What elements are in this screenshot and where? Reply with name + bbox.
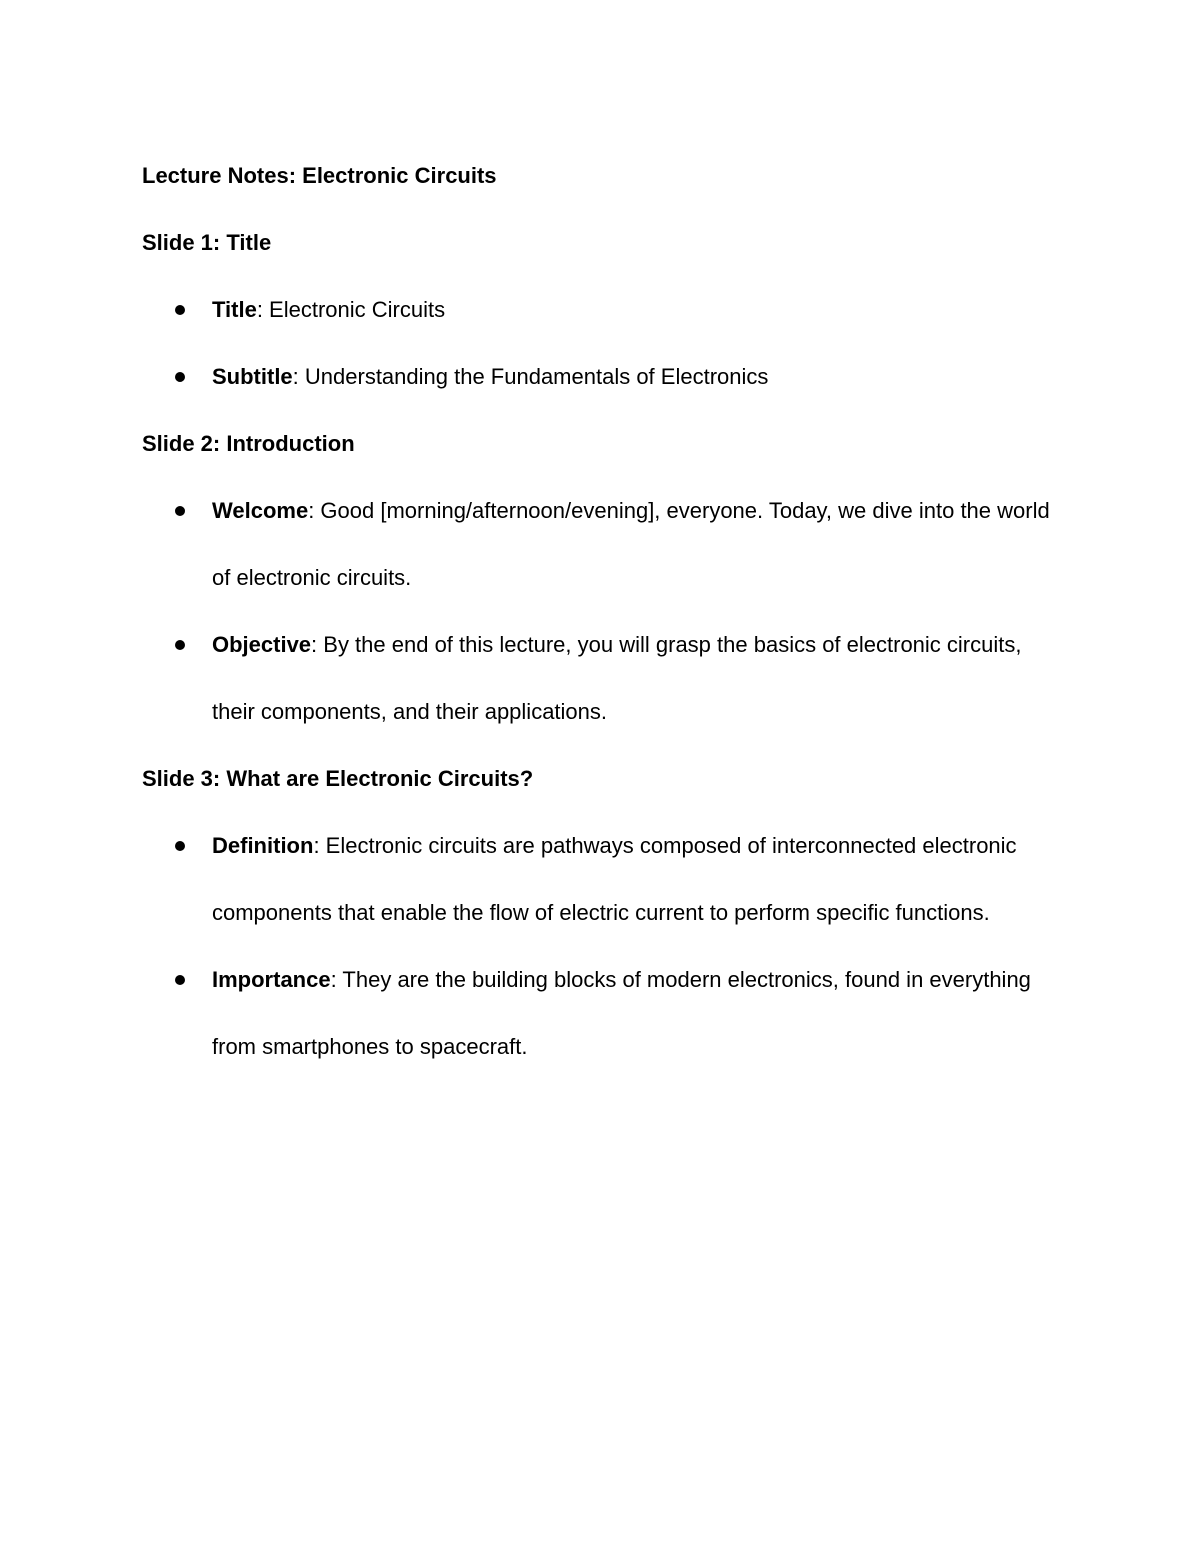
item-term: Importance [212,967,331,992]
item-text: : Electronic Circuits [256,297,446,322]
slide-3-bullet-list [142,812,1052,1080]
item-text: : Good [morning/afternoon/evening], everyone. Today, we dive into the world of electronic circuits. [212,498,1050,590]
bullet-icon [175,841,185,851]
document-body [142,142,1052,1080]
item-term: Subtitle [212,364,293,389]
slide-3-heading: Slide 3: What are Electronic Circuits? [142,766,534,791]
document-title: Lecture Notes: Electronic Circuits [142,163,497,188]
list-item [142,812,1052,946]
slide-1-bullet-list [142,276,1052,410]
bullet-icon [175,372,185,382]
list-item [142,611,1052,745]
item-term: Title [212,297,257,322]
slide-2-bullet-list [142,477,1052,745]
bullet-icon [175,640,185,650]
item-text: : They are the building blocks of modern electronics, found in everything from smartphones to spacecraft. [212,967,1031,1059]
slide-2-heading: Slide 2: Introduction [142,431,355,456]
bullet-icon [175,975,185,985]
item-text: : Understanding the Fundamentals of Electronics [292,364,769,389]
item-term: Objective [212,632,312,657]
list-item [142,276,1052,343]
bullet-icon [175,305,185,315]
item-text: : By the end of this lecture, you will grasp the basics of electronic circuits, their components, and their applications. [212,632,1022,724]
item-text: : Electronic circuits are pathways composed of interconnected electronic components that enable the flow of electric current to perform specific functions. [212,833,1017,925]
list-item [142,946,1052,1080]
slide-1-heading: Slide 1: Title [142,230,272,255]
list-item [142,477,1052,611]
bullet-icon [175,506,185,516]
item-term: Definition [212,833,314,858]
item-term: Welcome [212,498,309,523]
list-item [142,343,1052,410]
